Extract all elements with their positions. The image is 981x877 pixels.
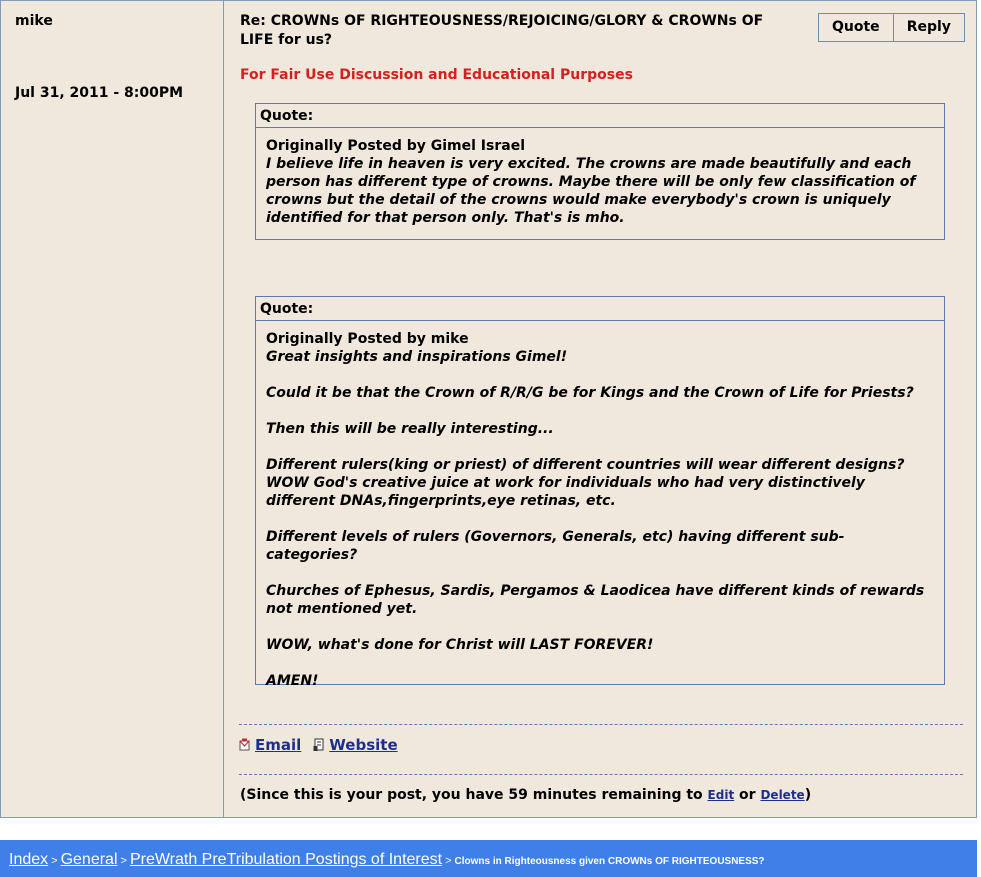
breadcrumb-current-topic: Clowns in Righteousness given CROWNs OF RIGHTEOUSNESS? <box>454 856 765 867</box>
breadcrumb-separator: > <box>120 855 127 867</box>
quote-paragraph: Then this will be really interesting... <box>266 421 554 437</box>
quote-block <box>255 296 945 689</box>
author-name: mike <box>15 13 53 29</box>
edit-notice-or: or <box>734 787 761 803</box>
breadcrumb-general[interactable]: General <box>60 851 118 868</box>
post-date: Jul 31, 2011 - 8:00PM <box>15 85 184 101</box>
post-action-buttons <box>818 13 965 42</box>
edit-link[interactable]: Edit <box>707 788 735 802</box>
quote-paragraph: Different levels of rulers (Governors, Generals, etc) having different sub-categories? <box>266 529 845 563</box>
quote-paragraph: Churches of Ephesus, Sardis, Pergamos & Laodicea have different kinds of rewards not mentioned yet. <box>266 583 925 617</box>
quote-body <box>256 321 944 700</box>
post-author-column <box>1 1 224 817</box>
post-content-column <box>225 1 976 817</box>
website-link[interactable]: Website <box>329 736 398 754</box>
divider <box>239 774 963 775</box>
breadcrumb-forum[interactable]: PreWrath PreTribulation Postings of Interest <box>129 851 443 868</box>
post-title: Re: CROWNs OF RIGHTEOUSNESS/REJOICING/GLORY & CROWNs OF LIFE for us? <box>240 13 764 48</box>
edit-notice-prefix: (Since this is your post, you have 59 minutes remaining to <box>240 787 708 803</box>
quote-header: Quote: <box>256 297 944 321</box>
delete-link[interactable]: Delete <box>760 788 805 802</box>
reply-button[interactable]: Reply <box>893 14 964 41</box>
quote-author-line: Originally Posted by Gimel Israel <box>266 138 525 154</box>
quote-paragraph: WOW, what's done for Christ will LAST FOREVER! <box>266 637 654 653</box>
divider <box>239 724 963 725</box>
quote-button[interactable]: Quote <box>832 19 880 35</box>
edit-notice <box>240 787 811 803</box>
edit-notice-suffix: ) <box>804 787 812 803</box>
email-link[interactable]: Email <box>255 736 302 754</box>
breadcrumb-separator: > <box>445 855 452 867</box>
contact-links <box>239 736 398 754</box>
quote-author-line: Originally Posted by mike <box>266 331 469 347</box>
breadcrumb-index[interactable]: Index <box>9 851 49 868</box>
quote-block <box>255 103 945 240</box>
quote-paragraph: Different rulers(king or priest) of different countries will wear different designs? WOW God's creative juice at work for individuals who had very distinctively different DNAs,fingerprints,eye retinas, etc. <box>266 457 905 509</box>
fair-use-notice: For Fair Use Discussion and Educational Purposes <box>240 67 633 83</box>
quote-body <box>256 128 944 237</box>
quote-paragraph: Great insights and inspirations Gimel! <box>266 349 568 365</box>
quote-paragraph: Could it be that the Crown of R/R/G be for Kings and the Crown of Life for Priests? <box>266 385 914 401</box>
breadcrumb <box>9 851 765 869</box>
quote-paragraph: AMEN! <box>266 673 319 689</box>
quote-text: I believe life in heaven is very excited. The crowns are made beautifully and each person has different type of crowns. Maybe there will be only few classification of crowns but the detail of the crowns would make everybody's crown is uniquely identified for that person only. That's is mho. <box>266 156 916 226</box>
email-icon <box>239 738 251 752</box>
quote-header: Quote: <box>256 104 944 128</box>
breadcrumb-bar <box>0 840 977 877</box>
website-icon <box>313 738 325 752</box>
breadcrumb-separator: > <box>51 855 58 867</box>
